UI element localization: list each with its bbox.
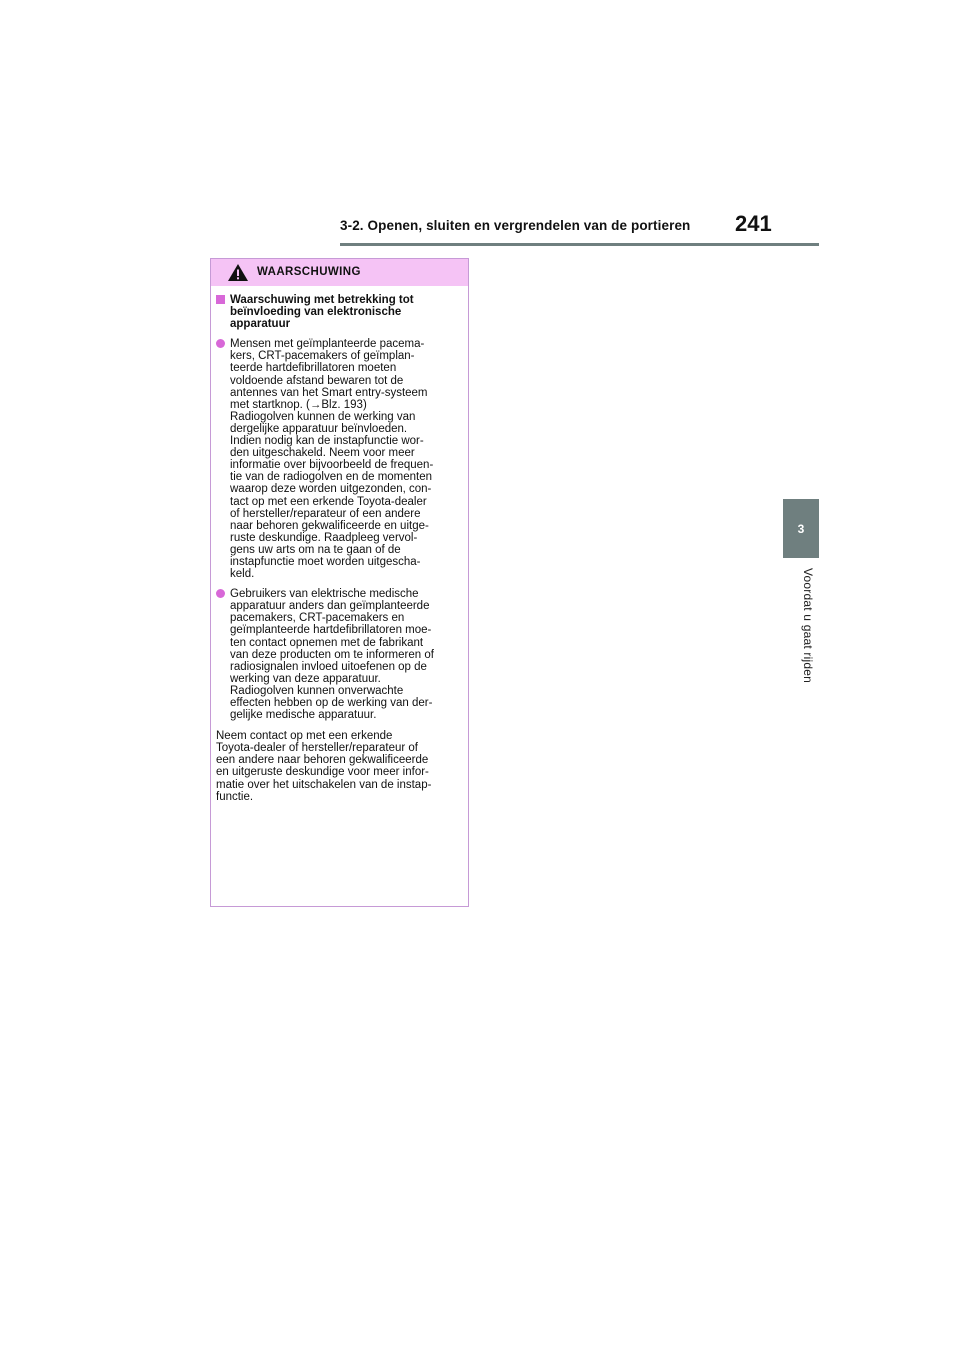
warning-triangle-icon xyxy=(227,263,249,282)
circle-bullet-icon xyxy=(216,339,225,348)
list-item xyxy=(216,588,460,721)
chapter-number: 3 xyxy=(797,521,805,536)
section-title: 3-2. Openen, sluiten en vergrendelen van de portieren xyxy=(340,218,691,233)
page-number: 241 xyxy=(735,211,772,236)
warning-section-heading xyxy=(216,294,460,330)
warning-box xyxy=(210,258,469,907)
warning-title: WAARSCHUWING xyxy=(257,266,361,278)
header-divider xyxy=(340,243,819,246)
warning-header xyxy=(211,259,468,286)
list-item-text: Gebruikers van elektrische medische apparatuur anders dan geïmplanteerde pacemakers, CRT-pacemakers en geïmplanteerde hartdefibrillatoren moe- ten contact opnemen met de fabrikant van deze producten om te informeren of radiosignalen invloed uitoefenen op de werking van deze apparatuur. Radiogolven kunnen onverwachte effecten hebben op de werking van der- gelijke medische apparatuur. xyxy=(230,588,434,722)
chapter-title: Voordat u gaat rijden xyxy=(801,568,815,683)
list-item-text: Mensen met geïmplanteerde pacema- kers, CRT-pacemakers of geïmplan- teerde hartdefibrillatoren moeten voldoende afstand bewaren tot de antennes van het Smart entry-systeem met startknop. (→Blz. 193) Radiogolven kunnen de werking van dergelijke apparatuur beïnvloeden. Indien nodig kan de instapfunctie wor- den uitgeschakeld. Neem voor meer informatie over bijvoorbeeld de frequen- tie van de radiogolven en de momenten waarop deze worden uitgezonden, con- tact op met een erkende Toyota-dealer of hersteller/reparateur of een andere naar behoren gekwalificeerde en uitge- ruste deskundige. Raadpleeg vervol- gens uw arts om na te gaan of de instapfunctie moet worden uitgescha- keld. xyxy=(230,338,434,581)
warning-body xyxy=(211,286,468,803)
closing-paragraph: Neem contact op met een erkende Toyota-dealer of hersteller/reparateur of een andere naar behoren gekwalificeerde en uitgeruste deskundige voor meer infor- matie over het uitschakelen van de instap- functie. xyxy=(216,730,432,803)
section-heading-text: Waarschuwing met betrekking tot beïnvloeding van elektronische apparatuur xyxy=(230,294,414,331)
circle-bullet-icon xyxy=(216,589,225,598)
list-item xyxy=(216,338,460,580)
square-bullet-icon xyxy=(216,295,225,304)
chapter-tab xyxy=(783,499,819,558)
